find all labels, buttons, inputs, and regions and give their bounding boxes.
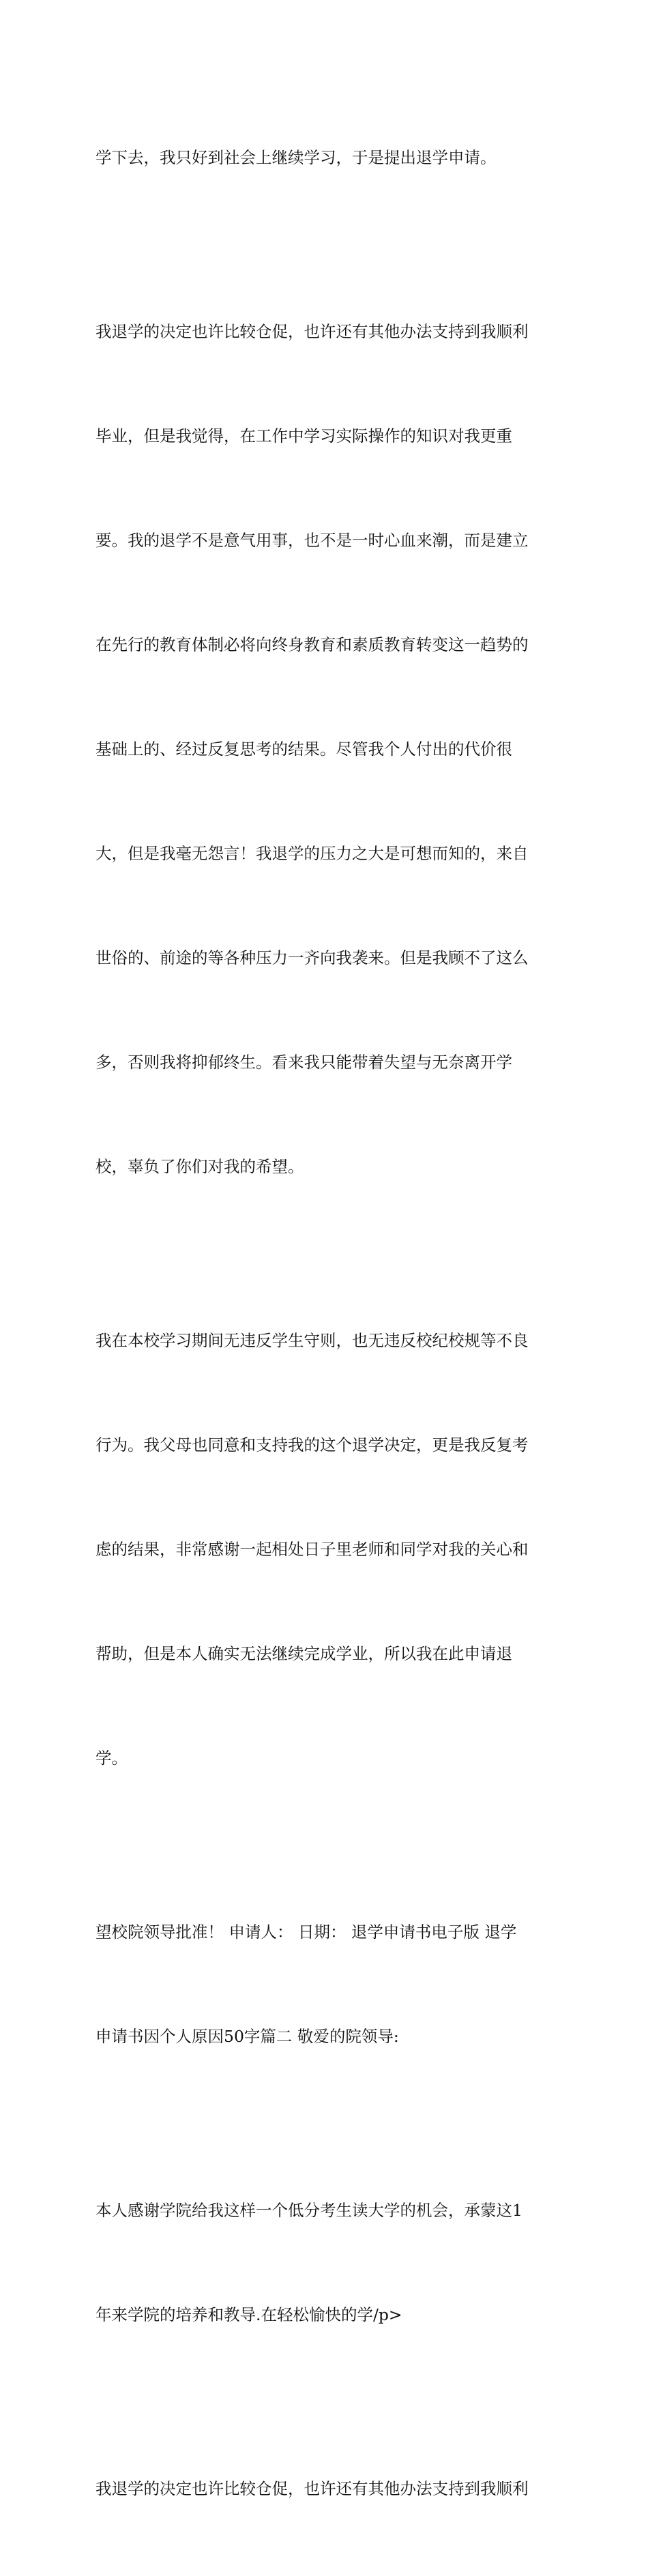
paragraph <box>95 71 559 245</box>
paragraph <box>95 1845 559 2124</box>
paragraph <box>95 1254 559 1845</box>
text-line: 帮助，但是本人确实无法继续完成学业，所以我在此申请退 <box>95 1644 512 1663</box>
text-line: 校，辜负了你们对我的希望。 <box>95 1157 304 1176</box>
text-line: 虑的结果，非常感谢一起相处日子里老师和同学对我的关心和 <box>95 1540 529 1559</box>
text-line: 望校院领导批准！ 申请人： 日期： 退学申请书电子版 退学 <box>95 1922 517 1942</box>
text-line: 学。 <box>95 1748 128 1768</box>
document-body <box>95 71 559 2576</box>
text-line: 行为。我父母也同意和支持我的这个退学决定，更是我反复考 <box>95 1435 529 1454</box>
text-line: 年来学院的培养和教导.在轻松愉快的学/p> <box>95 2305 402 2324</box>
text-line: 我退学的决定也许比较仓促，也许还有其他办法支持到我顺利 <box>95 2479 529 2498</box>
text-line: 在先行的教育体制必将向终身教育和素质教育转变这一趋势的 <box>95 635 529 654</box>
text-line: 我退学的决定也许比较仓促，也许还有其他办法支持到我顺利 <box>95 322 529 341</box>
text-line: 世俗的、前途的等各种压力一齐向我袭来。但是我顾不了这么 <box>95 948 529 967</box>
paragraph <box>95 245 559 1254</box>
text-line: 基础上的、经过反复思考的结果。尽管我个人付出的代价很 <box>95 740 512 759</box>
paragraph <box>95 2402 559 2576</box>
text-line: 要。我的退学不是意气用事，也不是一时心血来潮，而是建立 <box>95 531 529 550</box>
text-line: 申请书因个人原因50字篇二 敬爱的院领导: <box>95 2027 399 2046</box>
text-line: 大，但是我毫无怨言！我退学的压力之大是可想而知的，来自 <box>95 844 529 863</box>
paragraph <box>95 2124 559 2402</box>
text-line: 我在本校学习期间无违反学生守则，也无违反校纪校规等不良 <box>95 1331 529 1350</box>
text-line: 毕业，但是我觉得，在工作中学习实际操作的知识对我更重 <box>95 426 512 445</box>
text-line: 多，否则我将抑郁终生。看来我只能带着失望与无奈离开学 <box>95 1053 512 1072</box>
text-line: 学下去，我只好到社会上继续学习，于是提出退学申请。 <box>95 148 497 167</box>
text-line: 本人感谢学院给我这样一个低分考生读大学的机会，承蒙这1 <box>95 2201 522 2220</box>
